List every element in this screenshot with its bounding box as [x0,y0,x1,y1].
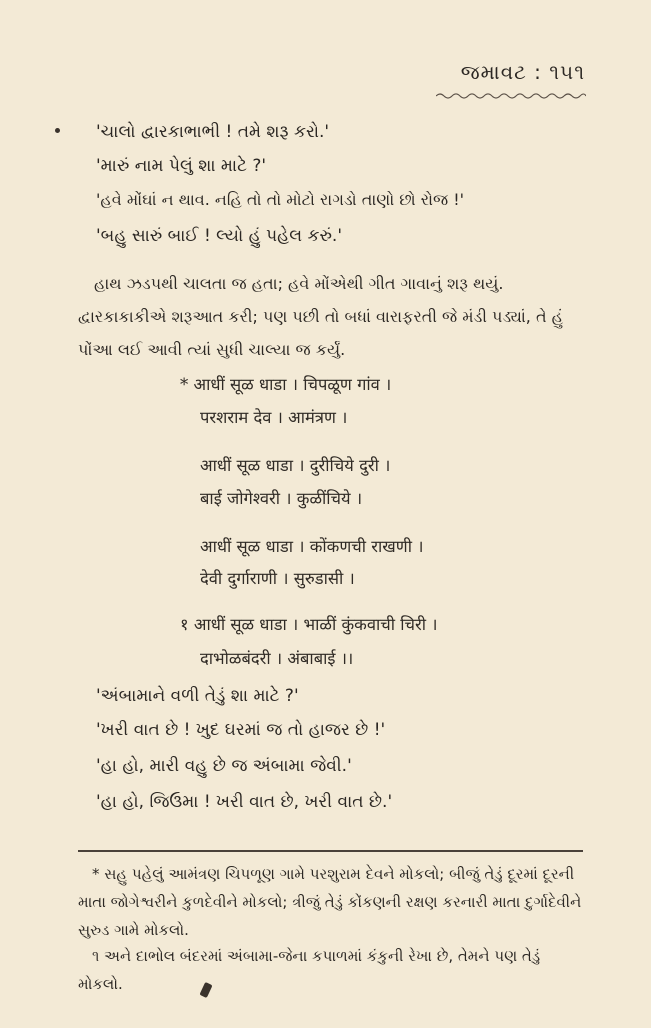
verse-line: परशराम देव । आमंत्रण । [200,408,348,427]
running-head: જમાવટ : ૧૫૧ [460,60,585,84]
wavy-underline [436,92,586,100]
verse-line: * आधीं सूळ धाडा । चिपळूण गांव । [180,375,392,394]
dialogue-line: 'ચાલો દ્વારકાભાભી ! તમે શરૂ કરો.' [96,122,330,142]
body-paragraph: હાથ ઝડપથી ચાલતા જ હતા; હવે મોંએથી ગીત ગાવાનું શરૂ થયું. દ્વારકાકાકીએ શરૂઆત કરી; પણ પછી તો બધાં વારાફરતી જે મંડી પડ્યાં, તે હું પોંઆ લઈ આવી ત્યાં સુધી ચાલ્યા જ કર્યું. [78,274,564,359]
verse-line: दाभोळबंदरी । अंबाबाई ।। [200,649,354,668]
dialogue-line: 'મારું નામ પેલું શા માટે ?' [96,156,267,176]
verse-line: १ आधीं सूळ धाडा । भाळीं कुंकवाची चिरी । [180,615,438,634]
verse-line: आधीं सूळ धाडा । दुरीचिये दुरी । [200,456,391,475]
ink-speck [55,128,60,133]
verse-line: बाई जोगेश्वरी । कुळींचिये । [200,489,363,508]
footnote: ૧ અને દાભોલ બંદરમાં અંબામા-જેના કપાળમાં કંકુની રેખા છે, તેમને પણ તેડું મોકલો. [78,947,541,993]
footnote-rule [78,850,583,852]
dialogue-line: 'ખરી વાત છે ! ખુદ ઘરમાં જ તો હાજર છે !' [96,720,386,740]
dialogue-line: 'હા હો, જિઉમા ! ખરી વાત છે, ખરી વાત છે.' [96,792,393,812]
dialogue-line: 'હવે મોંઘાં ન થાવ. નહિ તો તો મોટો રાગડો તાણો છો રોજ !' [96,190,465,209]
verse-line: देवी दुर्गाराणी । सुरुडासी । [200,569,355,588]
footnote: * સહુ પહેલું આમંત્રણ ચિપળૂણ ગામે પરશુરામ દેવને મોકલો; બીજું તેડું દૂરમાં દૂરની માતા જોગેશ્વરીને કુળદેવીને મોકલો; ત્રીજું તેડું કોંકણની રક્ષણ કરનારી માતા દુર્ગાદેવીને સુરુડ ગામે મોકલો. [78,865,582,939]
verse-line: आधीं सूळ धाडा । कोंकणची राखणी । [200,537,424,556]
dialogue-line: 'બહુ સારું બાઈ ! લ્યો હું પહેલ કરું.' [96,226,343,246]
dialogue-line: 'હા હો, મારી વહુ છે જ અંબામા જેવી.' [96,756,352,776]
dialogue-line: 'અંબામાને વળી તેડું શા માટે ?' [96,686,299,706]
